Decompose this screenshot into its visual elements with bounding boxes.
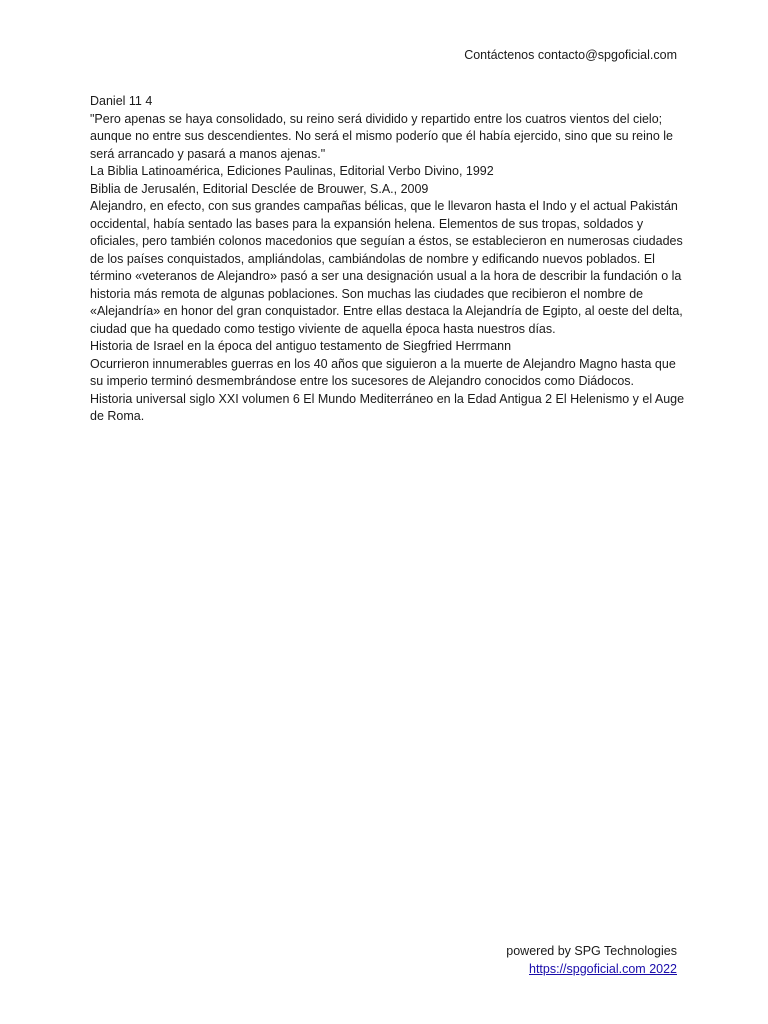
source-citation: Historia de Israel en la época del antiguo testamento de Siegfried Herrmann [90, 339, 512, 353]
source-citation: Historia universal siglo XXI volumen 6 El Mundo Mediterráneo en la Edad Antigua 2 El Helenismo y el Auge de Roma. [90, 391, 685, 423]
source-citation: La Biblia Latinoamérica, Ediciones Paulinas, Editorial Verbo Divino, 1992 [90, 164, 494, 178]
powered-by-text: powered by SPG Technologies [506, 944, 677, 958]
contact-header: Contáctenos contacto@spgoficial.com [464, 48, 677, 62]
verse-reference: Daniel 11 4 [90, 94, 153, 108]
page-footer [506, 943, 677, 978]
history-paragraph: Ocurrieron innumerables guerras en los 40 años que siguieron a la muerte de Alejandro Magno hasta que su imperio terminó desmembrándose entre los sucesores de Alejandro conocidos como Diádocos. [90, 356, 676, 388]
verse-quote: "Pero apenas se haya consolidado, su reino será dividido y repartido entre los cuatros vientos del cielo; aunque no entre sus descendientes. No será el mismo poderío que él había ejercido, sino que su reino le será arrancado y pasará a manos ajenas." [90, 111, 674, 161]
website-link[interactable]: https://spgoficial.com 2022 [529, 961, 677, 976]
document-body [90, 93, 690, 426]
history-paragraph: Alejandro, en efecto, con sus grandes campañas bélicas, que le llevaron hasta el Indo y el actual Pakistán occidental, había sentado las bases para la expansión helena. Elementos de sus tropas, soldados y oficiales, pero también colonos macedonios que seguían a éstos, se establecieron en numerosas ciudades de los países conquistados, ampliándolas, cambiándolas de nombre y edificando nuevos poblados. El término «veteranos de Alejandro» pasó a ser una designación usual a la hora de describir la fundación o la historia más remota de algunas poblaciones. Son muchas las ciudades que recibieron el nombre de «Alejandría» en honor del gran conquistador. Entre ellas destaca la Alejandría de Egipto, al oeste del delta, ciudad que ha quedado como testigo viviente de aquella época hasta nuestros días. [90, 199, 683, 336]
source-citation: Biblia de Jerusalén, Editorial Desclée de Brouwer, S.A., 2009 [90, 181, 429, 196]
